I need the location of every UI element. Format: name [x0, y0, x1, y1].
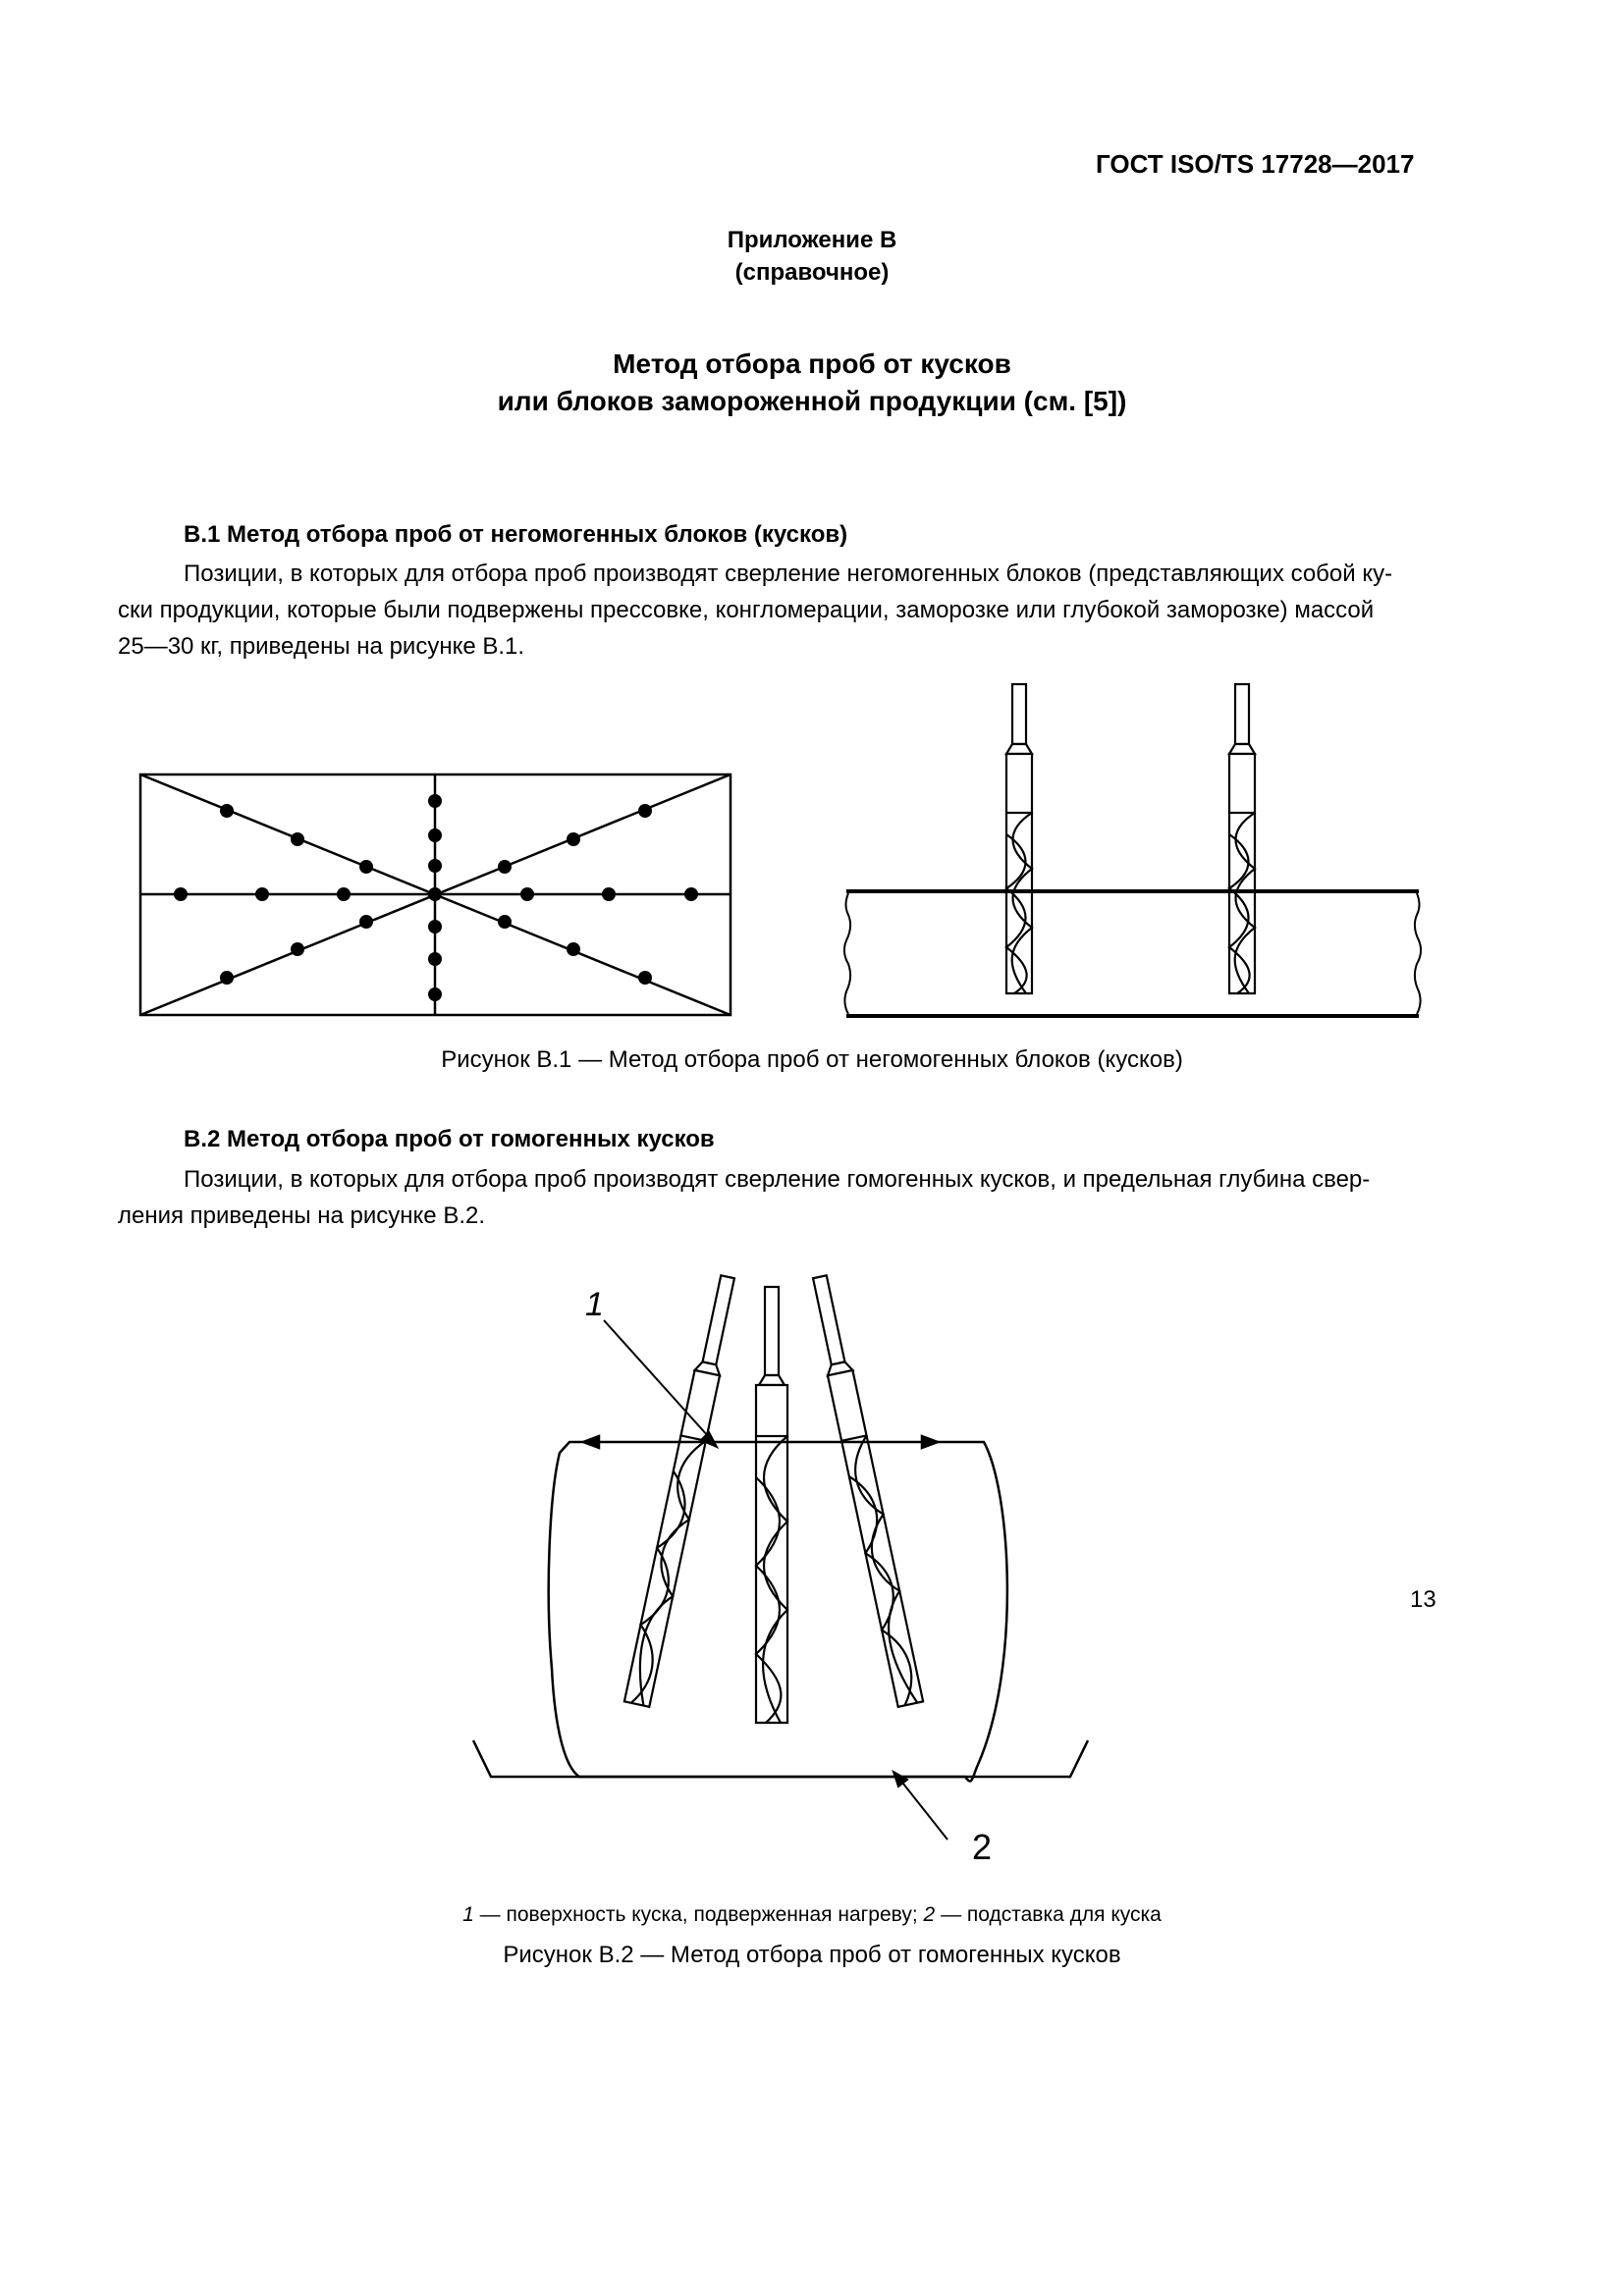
- standard-number: ГОСТ ISO/TS 17728—2017: [1096, 149, 1415, 179]
- figure-b2-legend: [0, 1903, 1624, 1927]
- main-title-line-2: или блоков замороженной продукции (см. [5]): [497, 386, 1127, 416]
- main-title-line-1: Метод отбора проб от кусков: [613, 348, 1011, 379]
- drill-bit: [624, 1274, 740, 1707]
- paragraph-line: 25—30 кг, приведены на рисунке В.1.: [118, 633, 525, 660]
- figure-b1-caption: Рисунок В.1 — Метод отбора проб от негомогенных блоков (кусков): [441, 1046, 1183, 1073]
- drill-bit: [807, 1274, 923, 1707]
- section-1-heading: В.1 Метод отбора проб от негомогенных блоков (кусков): [184, 521, 848, 548]
- drill-bit: [1006, 684, 1032, 993]
- legend-text-1: — поверхность куска, подверженная нагреву;: [473, 1903, 924, 1926]
- paragraph-line: ления приведены на рисунке В.2.: [118, 1202, 486, 1229]
- block-drilling-diagram: [844, 891, 1421, 1016]
- drill-bit: [756, 1287, 787, 1723]
- section-2-paragraph: [118, 1161, 1438, 1234]
- drill-bit: [1229, 684, 1255, 993]
- paragraph-line: ски продукции, которые были подвержены прессовке, конгломерации, заморозке или глубокой заморозке) массой: [118, 597, 1375, 623]
- paragraph-line: Позиции, в которых для отбора проб производят сверление гомогенных кусков, и предельная глубина свер-: [184, 1166, 1371, 1193]
- annex-type: (справочное): [734, 259, 890, 286]
- legend-number-2: 2: [923, 1903, 936, 1926]
- label-2: 2: [972, 1827, 993, 1867]
- page-number: 13: [1410, 1586, 1436, 1613]
- legend-text-2: — подставка для куска: [935, 1903, 1162, 1926]
- legend-number-1: 1: [462, 1903, 474, 1926]
- annex-title: Приложение В: [727, 227, 897, 253]
- label-1: 1: [585, 1286, 604, 1323]
- section-2-heading: В.2 Метод отбора проб от гомогенных кусков: [184, 1126, 715, 1152]
- paragraph-line: Позиции, в которых для отбора проб производят сверление негомогенных блоков (представляющих собой ку-: [184, 561, 1393, 587]
- figure-b2-caption: Рисунок В.2 — Метод отбора проб от гомогенных кусков: [503, 1942, 1121, 1968]
